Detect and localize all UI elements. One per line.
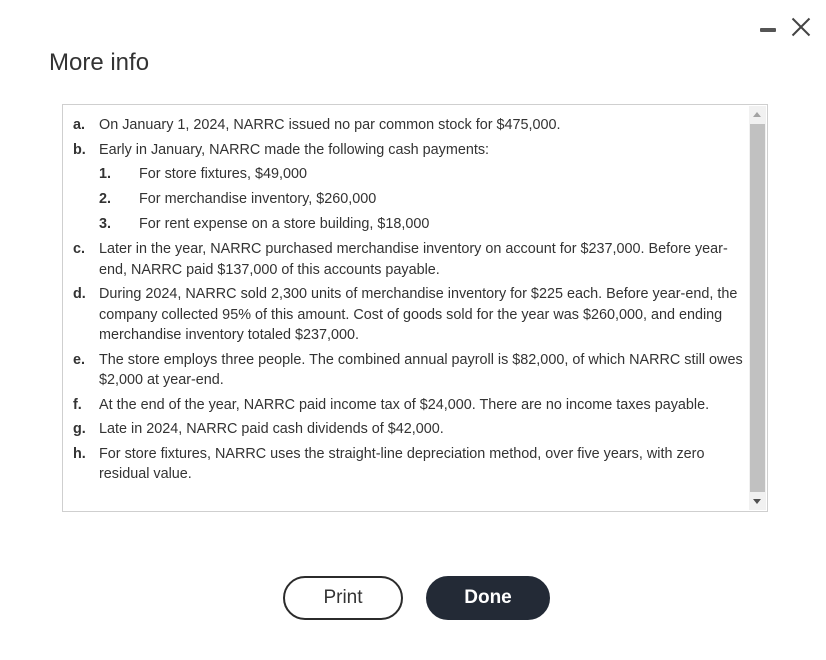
item-letter: d. <box>73 286 86 302</box>
subitem-number: 1. <box>99 166 112 182</box>
scroll-thumb[interactable] <box>750 124 765 492</box>
item-letter: g. <box>73 421 86 437</box>
subitem-number: 3. <box>99 216 112 232</box>
item-text: The store employs three people. The combined annual payroll is $82,000, of which NARRC still owes $2,000 at year-end. <box>99 351 743 388</box>
item-letter: b. <box>73 141 86 158</box>
list-item <box>73 140 743 161</box>
sub-list-item <box>99 164 743 185</box>
corner-accent <box>0 0 12 12</box>
item-letter: a. <box>73 117 86 133</box>
window-controls <box>760 16 812 38</box>
info-content <box>73 115 743 511</box>
info-panel <box>62 104 768 512</box>
sub-list-item <box>99 189 743 210</box>
list-item <box>73 115 743 136</box>
dialog-title: More info <box>49 49 150 77</box>
minimize-icon[interactable] <box>760 28 776 32</box>
list-item <box>73 350 743 391</box>
item-letter: h. <box>73 445 86 462</box>
subitem-number: 2. <box>99 191 112 207</box>
item-text: During 2024, NARRC sold 2,300 units of merchandise inventory for $225 each. Before year-end, the company collected 95% of this amount. Cost of goods sold for the year was $260,000, and ending merchandise inventory totaled $237,000. <box>99 286 738 343</box>
print-button[interactable]: Print <box>283 576 403 620</box>
item-letter: c. <box>73 241 86 257</box>
list-item <box>73 395 743 416</box>
subitem-text: For store fixtures, $49,000 <box>139 166 307 182</box>
item-letter: f. <box>73 396 82 413</box>
subitem-text: For merchandise inventory, $260,000 <box>139 191 377 207</box>
scroll-up-arrow-icon[interactable] <box>753 112 761 117</box>
item-text: For store fixtures, NARRC uses the straight-line depreciation method, over five years, with zero residual value. <box>99 445 705 482</box>
subitem-text: For rent expense on a store building, $18,000 <box>139 216 430 232</box>
list-item <box>73 239 743 280</box>
list-item <box>73 444 743 485</box>
scroll-down-arrow-icon[interactable] <box>753 499 761 504</box>
item-letter: e. <box>73 351 86 368</box>
list-item <box>73 419 743 440</box>
item-text: On January 1, 2024, NARRC issued no par common stock for $475,000. <box>99 117 561 133</box>
item-text: Late in 2024, NARRC paid cash dividends of $42,000. <box>99 421 444 437</box>
list-item <box>73 284 743 346</box>
item-text: At the end of the year, NARRC paid income tax of $24,000. There are no income taxes payable. <box>99 396 710 413</box>
close-icon[interactable] <box>790 16 812 38</box>
item-text: Later in the year, NARRC purchased merchandise inventory on account for $237,000. Before year-end, NARRC paid $137,000 of this accounts payable. <box>99 241 728 278</box>
item-text: Early in January, NARRC made the following cash payments: <box>99 141 490 158</box>
vertical-scrollbar[interactable] <box>749 106 766 510</box>
done-button[interactable]: Done <box>426 576 550 620</box>
sub-list-item <box>99 214 743 235</box>
